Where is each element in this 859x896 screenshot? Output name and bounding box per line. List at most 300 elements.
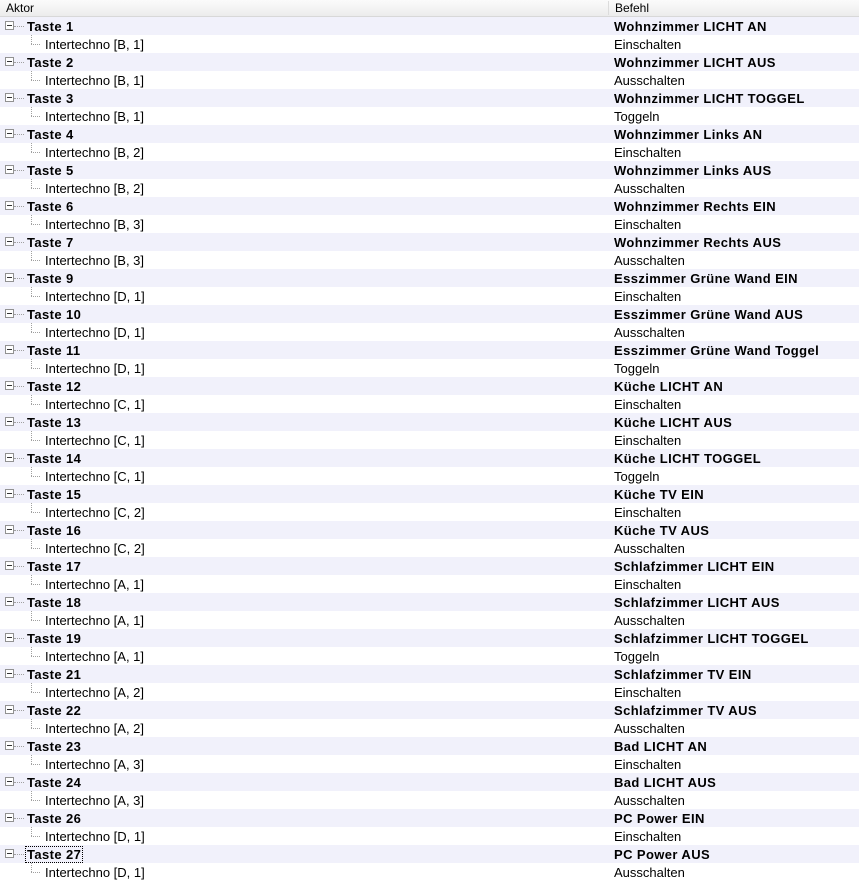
aktor-cell (0, 827, 614, 845)
aktor-cell (0, 35, 614, 53)
tree-connector-line (14, 386, 24, 387)
befehl-cell (614, 631, 859, 646)
device-label: Intertechno [C, 2] (45, 540, 145, 556)
action-label: Einschalten (614, 396, 682, 412)
tree-connector-line (31, 692, 40, 693)
tree-node-parent[interactable] (0, 485, 859, 503)
tree-node-child[interactable] (0, 503, 859, 521)
action-label: Ausschalten (614, 72, 685, 88)
tree-connector-line (31, 251, 32, 260)
tree-node-child[interactable] (0, 107, 859, 125)
taste-label: Taste 16 (27, 522, 82, 538)
aktor-cell (0, 539, 614, 557)
column-header-befehl[interactable]: Befehl (608, 1, 859, 15)
action-cell (614, 613, 859, 628)
taste-label: Taste 11 (27, 342, 81, 358)
tree-node-parent[interactable] (0, 89, 859, 107)
tree-connector-line (31, 719, 32, 728)
action-cell (614, 829, 859, 844)
collapse-minus-icon[interactable] (5, 237, 14, 246)
tree-node-child[interactable] (0, 215, 859, 233)
befehl-cell (614, 307, 859, 322)
tree-node-child[interactable] (0, 611, 859, 629)
tree-node-child[interactable] (0, 359, 859, 377)
befehl-cell (614, 127, 859, 142)
device-label: Intertechno [B, 1] (45, 72, 145, 88)
collapse-minus-icon[interactable] (5, 849, 14, 858)
tree-node-parent[interactable] (0, 413, 859, 431)
device-label: Intertechno [D, 1] (45, 324, 145, 340)
aktor-cell (0, 863, 614, 881)
tree-connector-line (31, 791, 32, 800)
action-label: Ausschalten (614, 252, 685, 268)
collapse-minus-icon[interactable] (5, 417, 14, 426)
tree-connector-line (31, 872, 40, 873)
befehl-cell (614, 487, 859, 502)
action-label: Einschalten (614, 504, 682, 520)
tree-connector-line (14, 314, 24, 315)
collapse-minus-icon[interactable] (5, 453, 14, 462)
collapse-minus-icon[interactable] (5, 129, 14, 138)
befehl-cell (614, 235, 859, 250)
befehl-cell (614, 343, 859, 358)
collapse-minus-icon[interactable] (5, 345, 14, 354)
action-cell (614, 649, 859, 664)
action-cell (614, 217, 859, 232)
aktor-cell (0, 719, 614, 737)
tree-connector-line (31, 620, 40, 621)
tree-connector-line (14, 494, 24, 495)
action-cell (614, 325, 859, 340)
aktor-cell (0, 269, 614, 287)
aktor-cell (0, 359, 614, 377)
tree-node-child[interactable] (0, 143, 859, 161)
befehl-label: Wohnzimmer Rechts AUS (614, 234, 782, 250)
device-label: Intertechno [B, 2] (45, 180, 145, 196)
collapse-minus-icon[interactable] (5, 489, 14, 498)
aktor-cell (0, 773, 614, 791)
befehl-cell (614, 595, 859, 610)
befehl-cell (614, 55, 859, 70)
tree-node-parent[interactable] (0, 341, 859, 359)
action-cell (614, 397, 859, 412)
tree-connector-line (31, 764, 40, 765)
device-label: Intertechno [A, 2] (45, 684, 145, 700)
action-cell (614, 757, 859, 772)
tree-connector-line (14, 350, 24, 351)
tree-connector-line (14, 602, 24, 603)
tree-connector-line (31, 584, 40, 585)
aktor-cell (0, 89, 614, 107)
action-label: Ausschalten (614, 720, 685, 736)
tree-node-child[interactable] (0, 863, 859, 881)
aktor-cell (0, 467, 614, 485)
tree-node-child[interactable] (0, 575, 859, 593)
device-label: Intertechno [B, 1] (45, 108, 145, 124)
aktor-cell (0, 431, 614, 449)
tree-node-child[interactable] (0, 719, 859, 737)
tree-connector-line (14, 674, 24, 675)
befehl-cell (614, 523, 859, 538)
befehl-cell (614, 163, 859, 178)
tree-node-parent[interactable] (0, 125, 859, 143)
befehl-label: Wohnzimmer LICHT AN (614, 18, 767, 34)
aktor-cell (0, 845, 614, 863)
tree-connector-line (31, 188, 40, 189)
tree-connector-line (31, 728, 40, 729)
action-label: Ausschalten (614, 612, 685, 628)
device-label: Intertechno [D, 1] (45, 828, 145, 844)
action-cell (614, 505, 859, 520)
tree-node-parent[interactable] (0, 17, 859, 35)
befehl-label: Wohnzimmer LICHT AUS (614, 54, 776, 70)
tree-connector-line (31, 332, 40, 333)
device-label: Intertechno [B, 3] (45, 216, 145, 232)
tree-connector-line (14, 854, 24, 855)
tree-node-parent[interactable] (0, 521, 859, 539)
tree-node-parent[interactable] (0, 53, 859, 71)
aktor-cell (0, 413, 614, 431)
device-label: Intertechno [A, 1] (45, 612, 145, 628)
action-cell (614, 577, 859, 592)
befehl-label: PC Power EIN (614, 810, 705, 826)
tree-connector-line (31, 296, 40, 297)
tree-connector-line (14, 170, 24, 171)
befehl-label: Küche LICHT AN (614, 378, 724, 394)
action-label: Einschalten (614, 576, 682, 592)
aktor-cell (0, 323, 614, 341)
tree-connector-line (31, 323, 32, 332)
action-label: Einschalten (614, 288, 682, 304)
tree-connector-line (31, 116, 40, 117)
aktor-cell (0, 737, 614, 755)
action-label: Toggeln (614, 108, 660, 124)
collapse-minus-icon[interactable] (5, 201, 14, 210)
tree-rows (0, 17, 859, 881)
collapse-minus-icon[interactable] (5, 669, 14, 678)
tree-node-child[interactable] (0, 71, 859, 89)
befehl-cell (614, 667, 859, 682)
befehl-label: Esszimmer Grüne Wand AUS (614, 306, 804, 322)
tree-connector-line (14, 422, 24, 423)
tree-connector-line (14, 98, 24, 99)
tree-node-child[interactable] (0, 395, 859, 413)
aktor-cell (0, 17, 614, 35)
tree-node-child[interactable] (0, 287, 859, 305)
device-label: Intertechno [D, 1] (45, 360, 145, 376)
aktor-cell (0, 377, 614, 395)
tree-connector-line (31, 647, 32, 656)
tree-node-parent[interactable] (0, 737, 859, 755)
aktor-cell (0, 287, 614, 305)
device-label: Intertechno [A, 1] (45, 648, 145, 664)
tree-node-parent[interactable] (0, 809, 859, 827)
tree-connector-line (31, 179, 32, 188)
action-label: Einschalten (614, 432, 682, 448)
aktor-cell (0, 611, 614, 629)
taste-label: Taste 15 (27, 486, 82, 502)
tree-node-child[interactable] (0, 647, 859, 665)
aktor-cell (0, 233, 614, 251)
tree-node-parent[interactable] (0, 845, 859, 863)
taste-label: Taste 7 (27, 234, 74, 250)
tree-connector-line (14, 782, 24, 783)
device-label: Intertechno [D, 1] (45, 288, 145, 304)
aktor-cell (0, 755, 614, 773)
tree-node-parent[interactable] (0, 701, 859, 719)
action-label: Toggeln (614, 360, 660, 376)
collapse-minus-icon[interactable] (5, 813, 14, 822)
befehl-label: Bad LICHT AN (614, 738, 708, 754)
device-label: Intertechno [D, 1] (45, 864, 145, 880)
befehl-cell (614, 811, 859, 826)
taste-label: Taste 18 (27, 594, 82, 610)
action-label: Einschalten (614, 756, 682, 772)
befehl-label: Wohnzimmer Links AN (614, 126, 763, 142)
tree-connector-line (14, 134, 24, 135)
tree-node-child[interactable] (0, 431, 859, 449)
collapse-minus-icon[interactable] (5, 93, 14, 102)
tree-node-parent[interactable] (0, 161, 859, 179)
tree-connector-line (31, 359, 32, 368)
befehl-label: Wohnzimmer Links AUS (614, 162, 772, 178)
taste-label: Taste 1 (27, 18, 74, 34)
aktor-cell (0, 593, 614, 611)
tree-node-child[interactable] (0, 179, 859, 197)
device-label: Intertechno [A, 3] (45, 792, 145, 808)
tree-node-parent[interactable] (0, 233, 859, 251)
befehl-label: Esszimmer Grüne Wand EIN (614, 270, 798, 286)
action-label: Ausschalten (614, 864, 685, 880)
action-label: Einschalten (614, 36, 682, 52)
device-label: Intertechno [C, 2] (45, 504, 145, 520)
tree-node-child[interactable] (0, 467, 859, 485)
taste-label: Taste 13 (27, 414, 82, 430)
aktor-cell (0, 161, 614, 179)
collapse-minus-icon[interactable] (5, 741, 14, 750)
tree-connector-line (31, 755, 32, 764)
tree-connector-line (31, 260, 40, 261)
action-cell (614, 109, 859, 124)
action-cell (614, 73, 859, 88)
taste-label: Taste 22 (27, 702, 82, 718)
befehl-label: Schlafzimmer LICHT AUS (614, 594, 780, 610)
action-cell (614, 721, 859, 736)
action-label: Ausschalten (614, 180, 685, 196)
befehl-label: Küche TV AUS (614, 522, 710, 538)
collapse-minus-icon[interactable] (5, 777, 14, 786)
tree-connector-line (31, 80, 40, 81)
aktor-cell (0, 215, 614, 233)
tree-connector-line (14, 278, 24, 279)
action-label: Ausschalten (614, 324, 685, 340)
tree-connector-line (31, 35, 32, 44)
action-label: Ausschalten (614, 792, 685, 808)
action-cell (614, 865, 859, 880)
tree-connector-line (31, 71, 32, 80)
tree-node-parent[interactable] (0, 593, 859, 611)
device-label: Intertechno [C, 1] (45, 396, 145, 412)
befehl-label: Küche LICHT TOGGEL (614, 450, 762, 466)
aktor-cell (0, 647, 614, 665)
tree-connector-line (14, 710, 24, 711)
aktor-cell (0, 809, 614, 827)
befehl-cell (614, 379, 859, 394)
action-cell (614, 181, 859, 196)
action-cell (614, 289, 859, 304)
collapse-minus-icon[interactable] (5, 561, 14, 570)
befehl-cell (614, 91, 859, 106)
taste-label: Taste 23 (27, 738, 82, 754)
action-label: Ausschalten (614, 540, 685, 556)
collapse-minus-icon[interactable] (5, 633, 14, 642)
taste-label: Taste 24 (27, 774, 82, 790)
befehl-label: Schlafzimmer TV AUS (614, 702, 757, 718)
tree-node-child[interactable] (0, 791, 859, 809)
aktor-cell (0, 341, 614, 359)
collapse-minus-icon[interactable] (5, 57, 14, 66)
aktor-cell (0, 125, 614, 143)
tree-connector-line (31, 683, 32, 692)
action-label: Einschalten (614, 684, 682, 700)
tree-connector-line (31, 287, 32, 296)
tree-connector-line (31, 431, 32, 440)
tree-connector-line (31, 215, 32, 224)
taste-label: Taste 6 (27, 198, 74, 214)
tree-node-parent[interactable] (0, 305, 859, 323)
aktor-cell (0, 197, 614, 215)
tree-connector-line (31, 539, 32, 548)
befehl-label: Bad LICHT AUS (614, 774, 717, 790)
tree-connector-line (14, 566, 24, 567)
action-cell (614, 37, 859, 52)
tree-node-child[interactable] (0, 827, 859, 845)
aktor-cell (0, 683, 614, 701)
tree-connector-line (31, 476, 40, 477)
taste-label: Taste 26 (27, 810, 82, 826)
taste-label: Taste 9 (27, 270, 74, 286)
tree-node-child[interactable] (0, 683, 859, 701)
aktor-cell (0, 107, 614, 125)
tree-connector-line (31, 44, 40, 45)
tree-node-child[interactable] (0, 323, 859, 341)
tree-node-parent[interactable] (0, 197, 859, 215)
befehl-cell (614, 847, 859, 862)
action-cell (614, 145, 859, 160)
device-label: Intertechno [C, 1] (45, 468, 145, 484)
collapse-minus-icon[interactable] (5, 705, 14, 714)
taste-label: Taste 3 (27, 90, 74, 106)
tree-connector-line (31, 548, 40, 549)
aktor-cell (0, 143, 614, 161)
tree-connector-line (31, 503, 32, 512)
tree-connector-line (31, 404, 40, 405)
tree-connector-line (31, 512, 40, 513)
tree-node-parent[interactable] (0, 449, 859, 467)
befehl-label: Schlafzimmer TV EIN (614, 666, 752, 682)
befehl-label: Schlafzimmer LICHT TOGGEL (614, 630, 809, 646)
taste-label: Taste 10 (27, 306, 82, 322)
tree-node-parent[interactable] (0, 269, 859, 287)
befehl-cell (614, 703, 859, 718)
aktor-cell (0, 557, 614, 575)
befehl-label: Wohnzimmer Rechts EIN (614, 198, 777, 214)
aktor-cell (0, 629, 614, 647)
tree-node-child[interactable] (0, 539, 859, 557)
device-label: Intertechno [C, 1] (45, 432, 145, 448)
tree-connector-line (31, 656, 40, 657)
befehl-cell (614, 415, 859, 430)
column-header-aktor[interactable]: Aktor (6, 1, 35, 15)
tree-node-parent[interactable] (0, 629, 859, 647)
collapse-minus-icon[interactable] (5, 165, 14, 174)
befehl-cell (614, 775, 859, 790)
tree-connector-line (31, 107, 32, 116)
tree-node-child[interactable] (0, 251, 859, 269)
tree-connector-line (14, 242, 24, 243)
aktor-cell (0, 503, 614, 521)
action-cell (614, 541, 859, 556)
tree-connector-line (14, 206, 24, 207)
taste-label: Taste 2 (27, 54, 74, 70)
tree-connector-line (14, 746, 24, 747)
aktor-cell (0, 791, 614, 809)
aktor-cell (0, 665, 614, 683)
device-label: Intertechno [A, 3] (45, 756, 145, 772)
tree-node-parent[interactable] (0, 773, 859, 791)
tree-connector-line (31, 863, 32, 872)
befehl-cell (614, 199, 859, 214)
action-cell (614, 253, 859, 268)
tree-connector-line (31, 395, 32, 404)
tree-node-parent[interactable] (0, 557, 859, 575)
tree-connector-line (14, 818, 24, 819)
tree-node-parent[interactable] (0, 665, 859, 683)
tree-connector-line (31, 143, 32, 152)
tree-node-child[interactable] (0, 755, 859, 773)
tree-connector-line (31, 827, 32, 836)
collapse-minus-icon[interactable] (5, 273, 14, 282)
taste-label: Taste 4 (27, 126, 74, 142)
aktor-cell (0, 701, 614, 719)
collapse-minus-icon[interactable] (5, 597, 14, 606)
tree-connector-line (14, 638, 24, 639)
aktor-cell (0, 179, 614, 197)
befehl-label: Küche LICHT AUS (614, 414, 733, 430)
collapse-minus-icon[interactable] (5, 309, 14, 318)
action-cell (614, 469, 859, 484)
taste-label: Taste 12 (27, 378, 82, 394)
tree-node-parent[interactable] (0, 377, 859, 395)
action-label: Einschalten (614, 216, 682, 232)
collapse-minus-icon[interactable] (5, 381, 14, 390)
device-label: Intertechno [A, 2] (45, 720, 145, 736)
aktor-cell (0, 305, 614, 323)
device-label: Intertechno [B, 2] (45, 144, 145, 160)
tree-connector-line (14, 26, 24, 27)
tree-node-child[interactable] (0, 35, 859, 53)
aktor-cell (0, 53, 614, 71)
action-label: Einschalten (614, 144, 682, 160)
collapse-minus-icon[interactable] (5, 525, 14, 534)
collapse-minus-icon[interactable] (5, 21, 14, 30)
befehl-label: PC Power AUS (614, 846, 711, 862)
befehl-label: Wohnzimmer LICHT TOGGEL (614, 90, 805, 106)
column-header (0, 0, 859, 17)
taste-label: Taste 14 (27, 450, 82, 466)
tree-connector-line (14, 458, 24, 459)
taste-label: Taste 27 (27, 846, 82, 862)
